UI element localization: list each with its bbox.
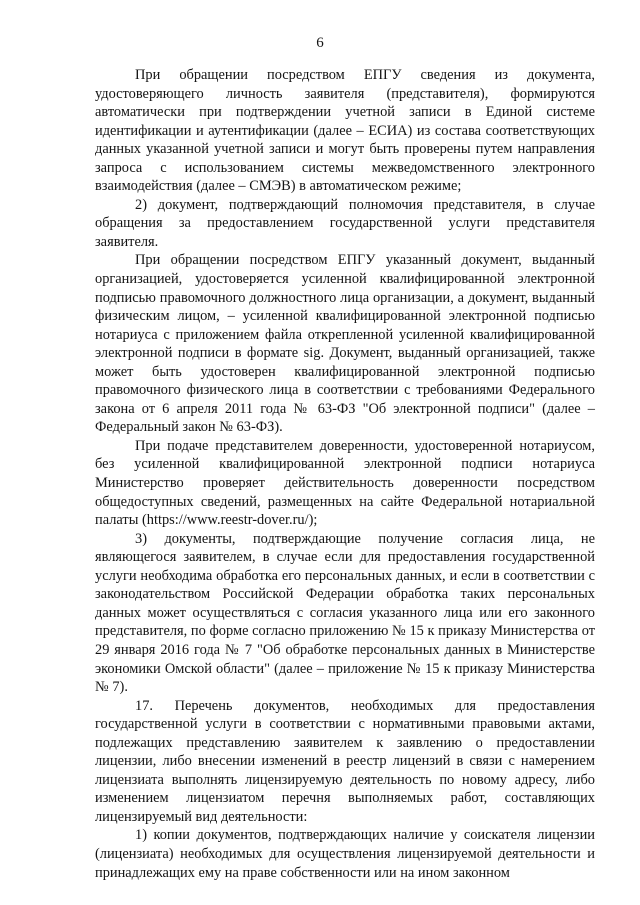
paragraph-section-17: 17. Перечень документов, необходимых для предоставления государственной услуги в соответствии с нормативными правовыми актами, подлежащих представлению заявителем к заявлению о предоставлении лицензии, либо внесении изменений в реестр лицензий в связи с намерением лицензиата выполнять лицензируемую деятельность по новому адресу, либо изменением лицензиатом перечня выполняемых работ, составляющих лицензируемый вид деятельности: [95,697,595,825]
document-body [95,66,595,882]
paragraph-item-1-document-copies: 1) копии документов, подтверждающих наличие у соискателя лицензии (лицензиата) необходимых для осуществления лицензируемой деятельности и принадлежащих ему на праве собственности или на ином законном [95,827,595,881]
paragraph-item-3-consent-documents: 3) документы, подтверждающие получение согласия лица, не являющегося заявителем, в случае если для предоставления государственной услуги необходима обработка его персональных данных, и если в соответствии с законодательством Российской Федерации обработка таких персональных данных может осуществляться с согласия указанного лица или его законного представителя, по форме согласно приложению № 15 к приказу Министерства от 29 января 2016 года № 7 "Об обработке персональных данных в Министерстве экономики Омской области" (далее – приложение № 15 к приказу Министерства № 7). [95,530,595,696]
page-number: 6 [316,35,324,51]
paragraph-notarized-power-of-attorney: При подаче представителем доверенности, удостоверенной нотариусом, без усиленной квалифицированной электронной подписи нотариуса Министерство проверяет действительность доверенности посредством общедоступных сведений, размещенных на сайте Федеральной нотариальной палаты (https://www.reestr-dover.ru/); [95,437,595,529]
paragraph-item-2-authority-document: 2) документ, подтверждающий полномочия представителя, в случае обращения за предоставлением государственной услуги представителя заявителя. [95,196,595,250]
paragraph-epgu-signature: При обращении посредством ЕПГУ указанный документ, выданный организацией, удостоверяется усиленной квалифицированной электронной подписью правомочного должностного лица организации, а документ, выданный физическим лицом, – усиленной квалифицированной электронной подписью нотариуса с приложением файла открепленной усиленной квалифицированной электронной подписи в формате sig. Документ, выданный организацией, также может быть удостоверен квалифицированной электронной подписью правомочного физического лица в соответствии с требованиями Федерального закона от 6 апреля 2011 года № 63-ФЗ "Об электронной подписи" (далее – Федеральный закон № 63-ФЗ). [95,252,595,436]
paragraph-epgu-identity: При обращении посредством ЕПГУ сведения из документа, удостоверяющего личность заявителя (представителя), формируются автоматически при подтверждении учетной записи в Единой системе идентификации и аутентификации (далее – ЕСИА) из состава соответствующих данных указанной учетной записи и могут быть проверены путем направления запроса с использованием системы межведомственного электронного взаимодействия (далее – СМЭВ) в автоматическом режиме; [95,67,595,195]
